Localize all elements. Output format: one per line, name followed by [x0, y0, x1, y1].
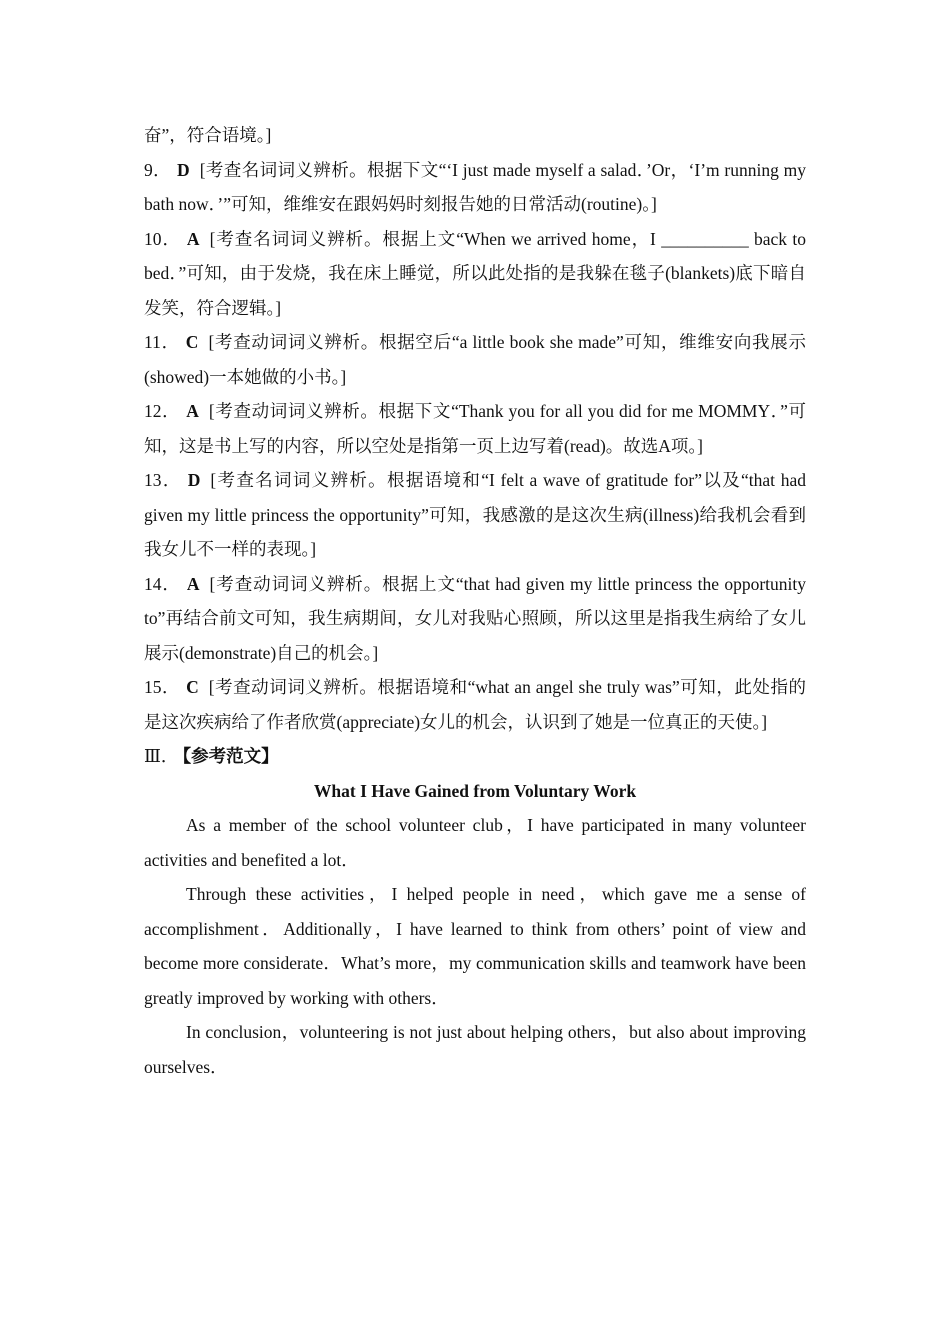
answer-item-12	[144, 394, 806, 463]
section-numeral: Ⅲ．	[144, 746, 179, 766]
answer-number: 11．	[144, 332, 180, 352]
answer-number: 15．	[144, 677, 181, 697]
answer-choice: D	[187, 470, 201, 490]
answer-number: 12．	[144, 401, 181, 421]
section-label: 【参考范文】	[182, 746, 279, 766]
answer-number: 9．	[144, 159, 172, 180]
answer-explanation: [考查动词词义辨析。根据上文“that had given my little princess the opportunity to”再结合前文可知，我生病期间，女儿对我贴心照顾，所以这里是指我生病给了女儿展示(demonstrate)自己的机会。]	[144, 573, 807, 663]
answer-choice: A	[186, 573, 200, 594]
answer-item-11	[144, 325, 806, 394]
answer-explanation: [考查动词词义辨析。根据下文“Thank you for all you did for me MOMMY．”可知，这是书上写的内容，所以空处是指第一页上边写着(read)。故选A项。]	[144, 401, 806, 456]
answer-number: 14．	[144, 573, 181, 594]
answer-choice: C	[185, 332, 199, 352]
answer-choice: C	[186, 677, 199, 697]
answer-number: 13．	[144, 470, 182, 490]
answer-explanation: [考查名词词义辨析。根据语境和“I felt a wave of gratitude for”以及“that had given my little princess the opportunity”可知，我感激的是这次生病(illness)给我机会看到我女儿不一样的表现。]	[144, 470, 807, 559]
essay-paragraph: As a member of the school volunteer club，I have participated in many volunteer activities and benefited a lot．	[144, 815, 806, 870]
answer-item-9	[144, 153, 806, 222]
answer-item-15	[144, 670, 806, 739]
answer-choice: D	[177, 159, 190, 180]
essay-paragraph: In conclusion，volunteering is not just about helping others，but also about improving ourselves．	[144, 1022, 806, 1077]
essay-title: What I Have Gained from Voluntary Work	[313, 780, 637, 801]
answer-item-10	[144, 222, 806, 326]
answer-explanation: [考查名词词义辨析。根据上文“When we arrived home，I __________ back to bed．”可知，由于发烧，我在床上睡觉，所以此处指的是我躲在毯子(blankets)底下暗自发笑，符合逻辑。]	[144, 228, 806, 318]
section-heading	[144, 739, 806, 774]
answer-choice: A	[186, 228, 200, 249]
answer-explanation: [考查动词词义辨析。根据空后“a little book she made”可知，维维安向我展示(showed)一本她做的小书。]	[144, 332, 806, 387]
answer-item-13	[144, 463, 806, 567]
answer-explanation: [考查动词词义辨析。根据语境和“what an angel she truly was”可知，此处指的是这次疾病给了作者欣赏(appreciate)女儿的机会，认识到了她是一位真正的天使。]	[144, 677, 806, 732]
answer-choice: A	[186, 401, 199, 421]
essay-paragraph: Through these activities，I helped people in need，which gave me a sense of accomplishment．Additionally，I have learned to think from others’ point of view and become more considerate．What’s more，my communication skills and teamwork have been greatly improved by working with others．	[144, 884, 806, 1008]
answer-number: 10．	[144, 228, 181, 249]
answer-continuation: 奋”，符合语境。]	[144, 125, 272, 145]
answer-explanation: [考查名词词义辨析。根据下文“‘I just made myself a salad．’Or，‘I’m running my bath now．’”可知，维维安在跟妈妈时刻报告她的日常活动(routine)。]	[144, 159, 806, 214]
answer-item-14	[144, 567, 806, 671]
document-page	[144, 118, 806, 1084]
